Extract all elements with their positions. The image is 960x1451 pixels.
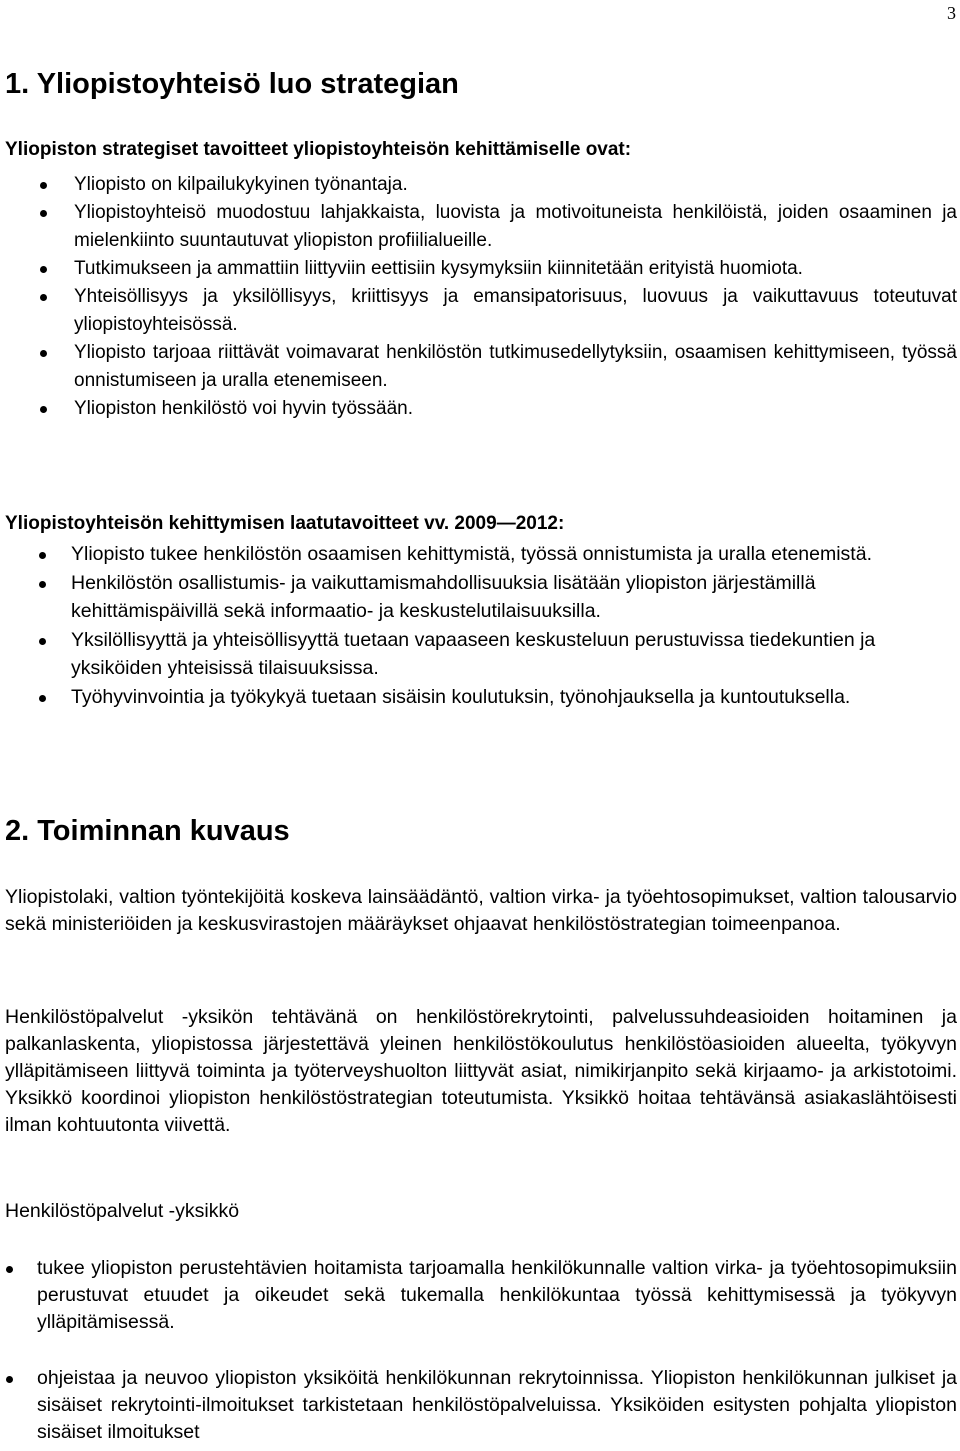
unit-label-paragraph: Henkilöstöpalvelut -yksikkö	[5, 1200, 240, 1222]
list-item: Yliopisto on kilpailukykyinen työnantaja.	[74, 171, 957, 199]
quality-goals-heading: Yliopistoyhteisön kehittymisen laatutavoitteet vv. 2009—2012:	[5, 513, 565, 534]
strategic-goals-heading: Yliopiston strategiset tavoitteet yliopistoyhteisön kehittämiselle ovat:	[5, 139, 632, 160]
strategic-goals-list	[74, 171, 957, 423]
list-item: Henkilöstön osallistumis- ja vaikuttamismahdollisuuksia lisätään yliopiston järjestämillä kehittämispäivillä sekä informaatio- ja keskustelutilaisuuksilla.	[71, 569, 926, 626]
section-1-title: 1. Yliopistoyhteisö luo strategian	[5, 68, 459, 100]
list-item: Työhyvinvointia ja työkykyä tuetaan sisäisin koulutuksin, työnohjauksella ja kuntoutuksella.	[71, 683, 926, 712]
list-item: Tutkimukseen ja ammattiin liittyviin eettisiin kysymyksiin kiinnitetään erityistä huomiota.	[74, 255, 957, 283]
list-item: Yliopisto tukee henkilöstön osaamisen kehittymistä, työssä onnistumista ja uralla etenemistä.	[71, 540, 926, 569]
list-item: Yksilöllisyyttä ja yhteisöllisyyttä tuetaan vapaaseen keskusteluun perustuvissa tiedekuntien ja yksiköiden yhteisissä tilaisuuksissa.	[71, 626, 926, 683]
list-item: Yliopiston henkilöstö voi hyvin työssään.	[74, 395, 957, 423]
list-item: Yliopisto tarjoaa riittävät voimavarat henkilöstön tutkimusedellytyksiin, osaamisen kehittymiseen, työssä onnistumiseen ja uralla etenemiseen.	[74, 339, 957, 395]
body-paragraph: Henkilöstöpalvelut -yksikön tehtävänä on henkilöstörekrytointi, palvelussuhdeasioiden hoitaminen ja palkanlaskenta, yliopistossa järjestettävä yleinen henkilöstökoulutus henkilöstöasioiden alueelta, työkyvyn ylläpitämiseen liittyvä toiminta ja työterveyshuolton liittyvät asiat, nimikirjanpito sekä kirjaamo- ja arkistotoimi. Yksikkö koordinoi yliopiston henkilöstöstrategian toteutumista. Yksikkö hoitaa tehtävänsä asiakaslähtöisesti ilman kohtuutonta viivettä.	[5, 1006, 957, 1136]
section-2-title: 2. Toiminnan kuvaus	[5, 815, 290, 847]
body-paragraph: Yliopistolaki, valtion työntekijöitä koskeva lainsäädäntö, valtion virka- ja työehtosopimukset, valtion talousarvio sekä ministeriöiden ja keskusvirastojen määräykset ohjaavat henkilöstöstrategian toimeenpanoa.	[5, 886, 957, 935]
list-item: ohjeistaa ja neuvoo yliopiston yksiköitä henkilökunnan rekrytoinnissa. Yliopiston henkilökunnan julkiset ja sisäiset rekrytointi-ilmoitukset tarkistetaan henkilöstöpalveluissa. Yksiköiden esitysten pohjalta yliopiston sisäiset ilmoitukset	[37, 1365, 957, 1446]
list-item: tukee yliopiston perustehtävien hoitamista tarjoamalla henkilökunnalle valtion virka- ja työehtosopimuksiin perustuvat etuudet ja oikeudet sekä tukemalla henkilökuntaa työssä kehittymisessä ja työkyvyn ylläpitämisessä.	[37, 1255, 957, 1336]
list-item: Yhteisöllisyys ja yksilöllisyys, kriittisyys ja emansipatorisuus, luovuus ja vaikuttavuus toteutuvat yliopistoyhteisössä.	[74, 283, 957, 339]
page-number: 3	[947, 3, 956, 23]
unit-tasks-list	[37, 1365, 957, 1446]
list-item: Yliopistoyhteisö muodostuu lahjakkaista, luovista ja motivoituneista henkilöistä, joiden osaaminen ja mielenkiinto suuntautuvat yliopiston profiilialueille.	[74, 199, 957, 255]
quality-goals-list	[71, 540, 926, 711]
unit-tasks-list	[37, 1255, 957, 1336]
